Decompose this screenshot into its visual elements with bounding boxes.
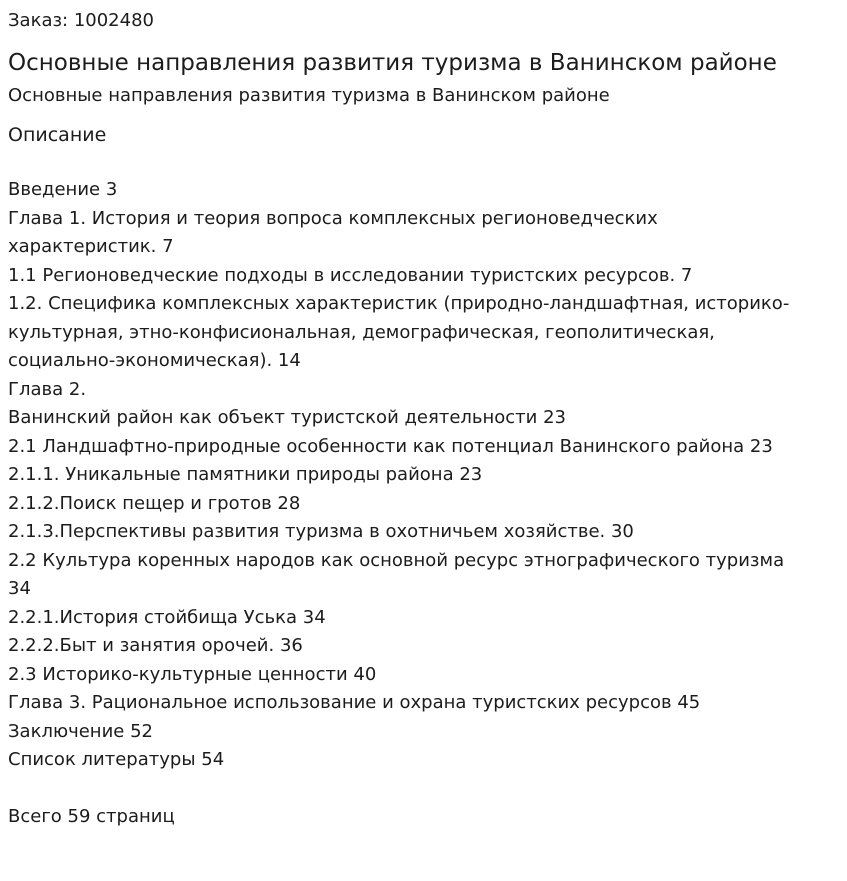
toc-line: характеристик. 7 — [8, 236, 174, 257]
toc-line: 2.2 Культура коренных народов как основной ресурс этнографического туризма — [8, 549, 785, 571]
toc-line: Заключение 52 — [8, 720, 153, 742]
toc-line: 1.1 Регионоведческие подходы в исследовании туристских ресурсов. 7 — [8, 264, 693, 286]
toc-line: социально-экономическая). 14 — [8, 350, 301, 371]
blank-line — [8, 775, 839, 804]
toc-line: 2.2.1.История стойбища Уська 34 — [8, 606, 326, 628]
page-subtitle: Основные направления развития туризма в Ванинском районе — [8, 85, 610, 106]
toc-line: 2.1.3.Перспективы развития туризма в охотничьем хозяйстве. 30 — [8, 521, 634, 542]
toc-line: Ванинский район как объект туристской деятельности 23 — [8, 407, 566, 428]
toc-line: Глава 2. — [8, 378, 87, 400]
toc-line: 2.1.1. Уникальные памятники природы района 23 — [8, 464, 483, 485]
toc-line: Глава 1. История и теория вопроса комплексных регионоведческих — [8, 207, 658, 229]
total-pages: Всего 59 страниц — [8, 806, 175, 827]
toc-line: 1.2. Специфика комплексных характеристик (природно-ландшафтная, историко- — [8, 293, 790, 314]
toc-line: 2.1 Ландшафтно-природные особенности как потенциал Ванинского района 23 — [8, 435, 773, 457]
page-title: Основные направления развития туризма в Ванинском районе — [8, 50, 777, 76]
toc-line: 2.1.2.Поиск пещер и гротов 28 — [8, 492, 301, 514]
table-of-contents — [8, 176, 839, 775]
toc-line: 2.2.2.Быт и занятия орочей. 36 — [8, 635, 303, 656]
toc-line: культурная, этно-конфисиональная, демографическая, геополитическая, — [8, 321, 715, 343]
order-number: Заказ: 1002480 — [8, 10, 154, 31]
description-label: Описание — [8, 124, 107, 146]
toc-line: 34 — [8, 578, 31, 599]
toc-line: Введение 3 — [8, 179, 118, 200]
toc-line: Глава 3. Рациональное использование и охрана туристских ресурсов 45 — [8, 692, 701, 713]
toc-line: 2.3 Историко-культурные ценности 40 — [8, 663, 377, 685]
toc-line: Список литературы 54 — [8, 749, 225, 770]
